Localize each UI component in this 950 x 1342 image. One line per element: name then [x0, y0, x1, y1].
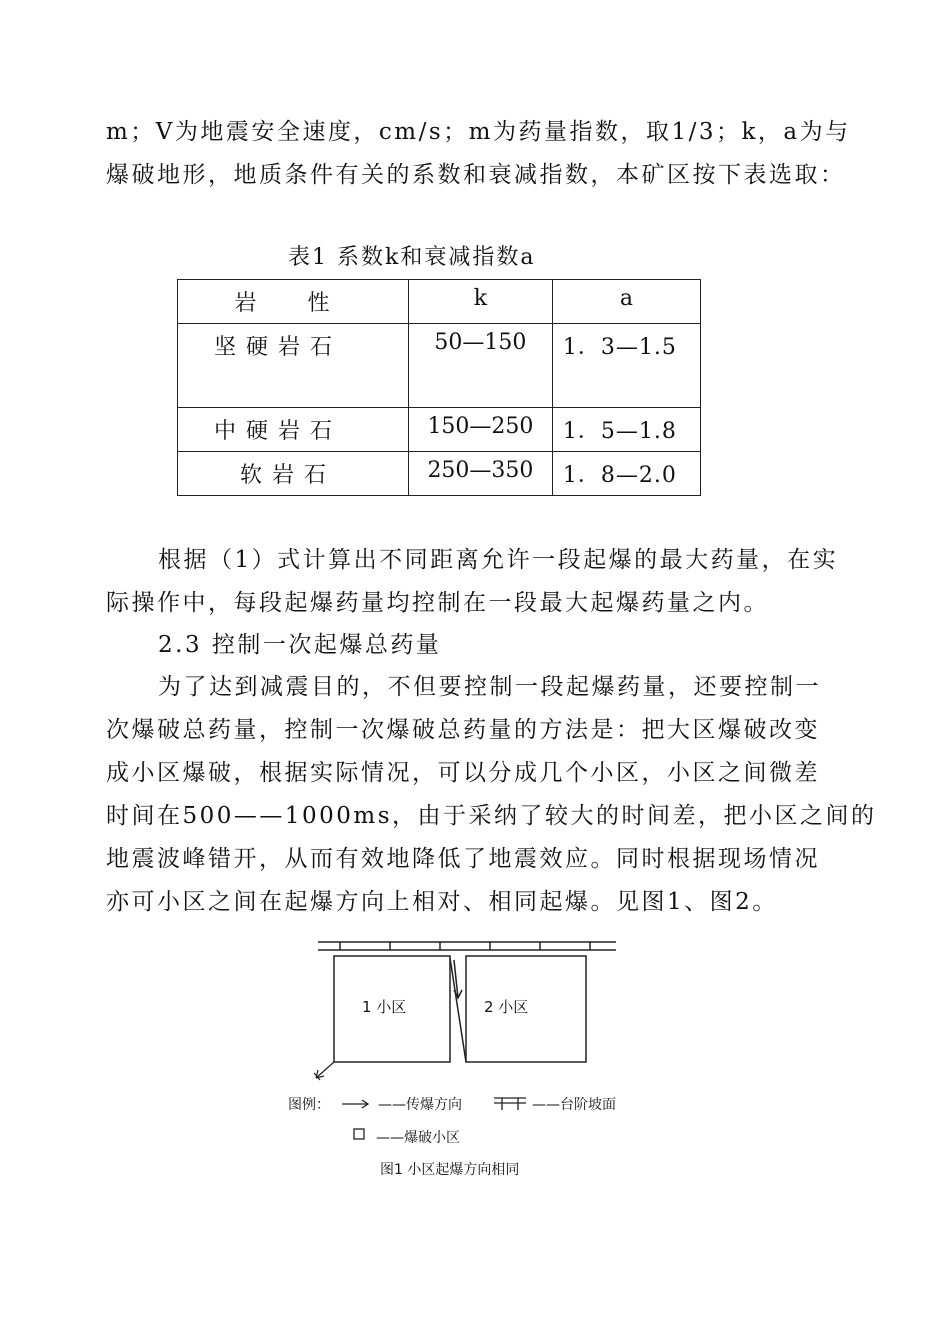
- initiation-arrow: [314, 1062, 334, 1080]
- legend-arrow-icon: [342, 1100, 368, 1108]
- cell-rock-type: 软岩石: [178, 452, 409, 496]
- coefficient-table: [177, 279, 701, 496]
- text-line: 际操作中，每段起爆药量均控制在一段最大起爆药量之内。: [106, 590, 769, 616]
- legend-arrow-label: ——传爆方向: [378, 1097, 462, 1113]
- text-line: 时间在500——1000ms，由于采纳了较大的时间差，把小区之间的: [106, 803, 877, 829]
- text-line: 为了达到减震目的，不但要控制一段起爆药量，还要控制一: [158, 674, 821, 700]
- legend-bench-label: ——台阶坡面: [532, 1097, 616, 1113]
- cell-k: 50—150: [409, 324, 553, 408]
- table-caption: 表1 系数k和衰减指数a: [288, 245, 536, 270]
- legend-prefix: 图例：: [288, 1097, 330, 1113]
- zone-1-label: 1 小区: [362, 998, 407, 1016]
- text-line: 次爆破总药量，控制一次爆破总药量的方法是：把大区爆破改变: [106, 717, 820, 743]
- text-line: 成小区爆破，根据实际情况，可以分成几个小区，小区之间微差: [106, 760, 820, 786]
- legend-bench-icon: [494, 1098, 526, 1110]
- text-line: m；V为地震安全速度，cm/s；m为药量指数，取1/3；k，a为与: [106, 119, 851, 145]
- header-k: k: [409, 280, 553, 324]
- text-line: 亦可小区之间在起爆方向上相对、相同起爆。见图1、图2。: [106, 889, 778, 915]
- figure-1: [280, 930, 640, 1190]
- table-row: [178, 452, 701, 496]
- blast-zone-diagram: [280, 930, 640, 1190]
- header-a: a: [552, 280, 700, 324]
- cell-k: 250—350: [409, 452, 553, 496]
- figure-caption: 图1 小区起爆方向相同: [380, 1162, 520, 1178]
- bench-slope-line: [318, 942, 616, 950]
- cell-rock-type: 坚硬岩石: [178, 324, 409, 408]
- cell-a: 1．5—1.8: [552, 408, 700, 452]
- text-line: 爆破地形，地质条件有关的系数和衰减指数，本矿区按下表选取：: [106, 162, 846, 188]
- propagation-arrow: [450, 958, 466, 1062]
- cell-k: 150—250: [409, 408, 553, 452]
- cell-a: 1．8—2.0: [552, 452, 700, 496]
- table-header-row: [178, 280, 701, 324]
- table-row: [178, 324, 701, 408]
- zone-2-label: 2 小区: [484, 998, 529, 1016]
- header-rock-type: 岩 性: [178, 280, 409, 324]
- cell-a: 1．3—1.5: [552, 324, 700, 408]
- text-line: 地震波峰错开，从而有效地降低了地震效应。同时根据现场情况: [106, 846, 820, 872]
- cell-rock-type: 中硬岩石: [178, 408, 409, 452]
- text-line: 根据（1）式计算出不同距离允许一段起爆的最大药量，在实: [158, 547, 839, 573]
- table-row: [178, 408, 701, 452]
- section-heading: 2.3 控制一次起爆总药量: [158, 632, 442, 658]
- legend-box-icon: [354, 1129, 364, 1139]
- legend-box-label: ——爆破小区: [376, 1130, 460, 1146]
